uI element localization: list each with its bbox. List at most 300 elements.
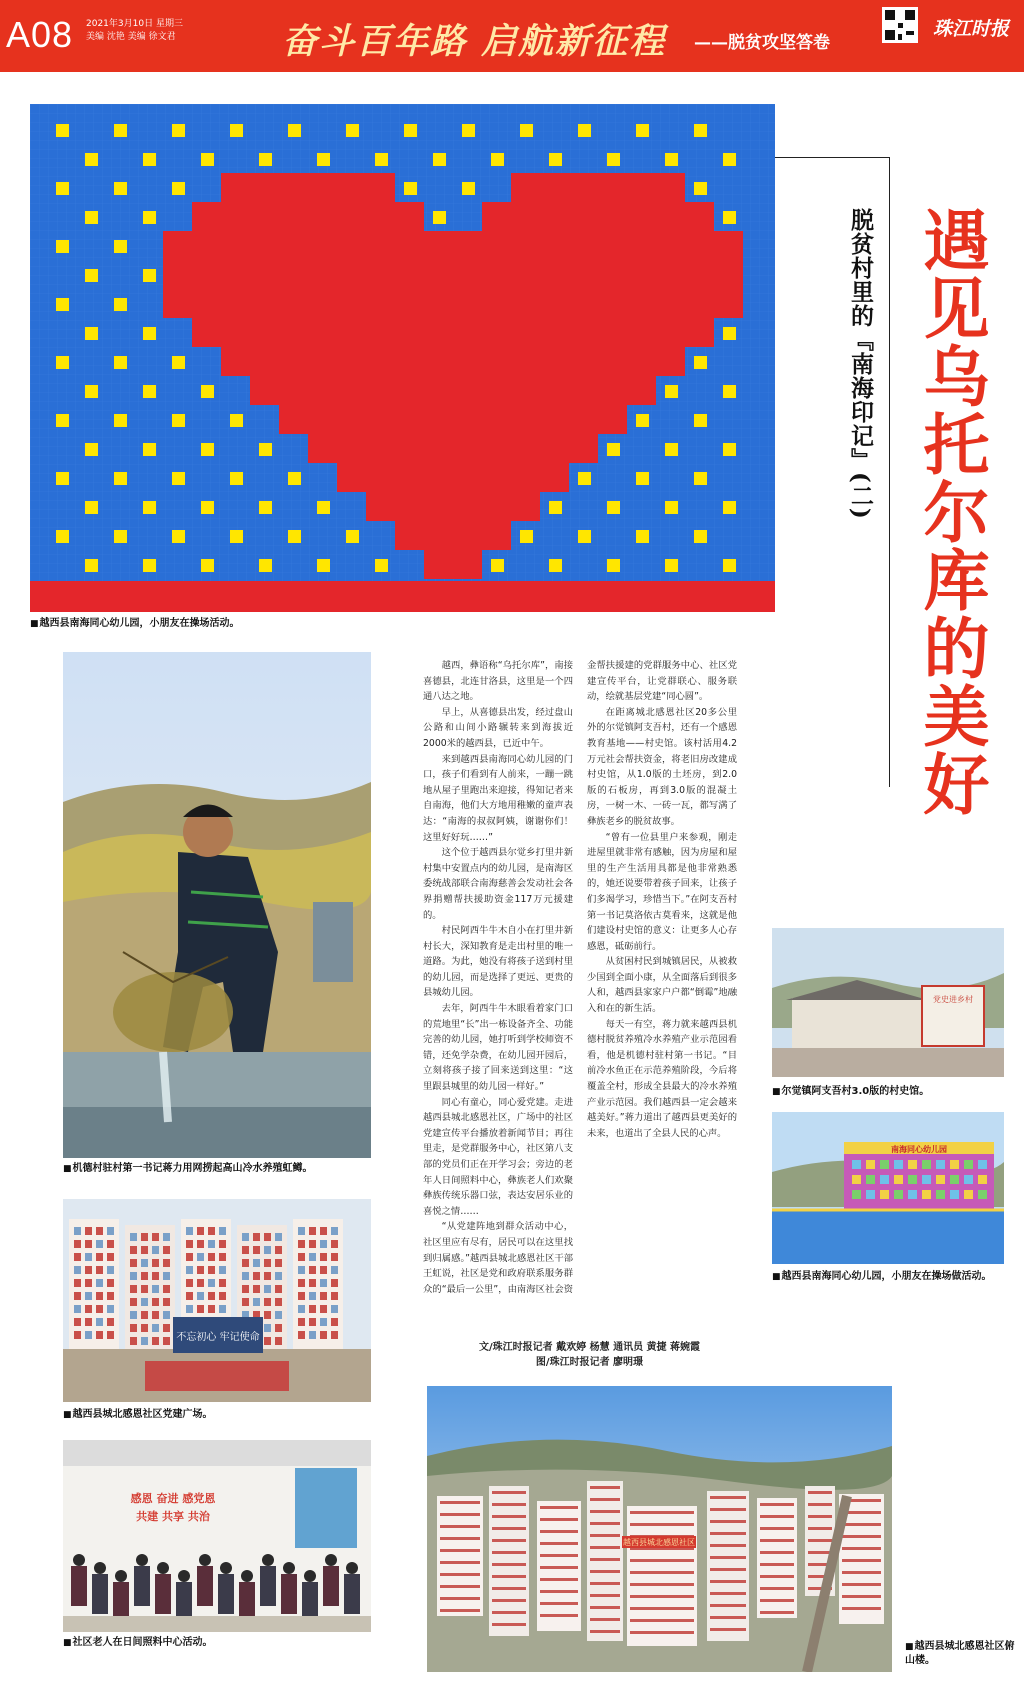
balcony-strip bbox=[590, 1546, 620, 1549]
heart-tile bbox=[366, 463, 395, 492]
balcony-strip bbox=[710, 1568, 746, 1571]
window bbox=[186, 1240, 193, 1248]
balcony-strip bbox=[842, 1583, 881, 1586]
heart-tile bbox=[598, 289, 627, 318]
yellow-tile bbox=[433, 211, 446, 224]
balcony-strip bbox=[710, 1604, 746, 1607]
yellow-tile bbox=[549, 559, 562, 572]
balcony-strip bbox=[590, 1618, 620, 1621]
heart-tile bbox=[569, 434, 598, 463]
window bbox=[264, 1259, 271, 1267]
window bbox=[320, 1305, 327, 1313]
window bbox=[253, 1272, 260, 1280]
window bbox=[331, 1240, 338, 1248]
yellow-tile bbox=[636, 530, 649, 543]
balcony-strip bbox=[630, 1595, 694, 1598]
yellow-tile bbox=[201, 443, 214, 456]
window bbox=[96, 1279, 103, 1287]
balcony-strip bbox=[630, 1559, 694, 1562]
heart-tile bbox=[714, 260, 743, 289]
balcony-strip bbox=[630, 1571, 694, 1574]
balcony-strip bbox=[440, 1609, 480, 1612]
yellow-tile bbox=[462, 182, 475, 195]
window bbox=[74, 1253, 81, 1261]
kg-window bbox=[852, 1190, 861, 1199]
kindergarten-sign: 南海同心幼儿园 bbox=[891, 1145, 947, 1154]
balcony-strip bbox=[492, 1575, 526, 1578]
window bbox=[107, 1292, 114, 1300]
yellow-tile bbox=[665, 443, 678, 456]
balcony-strip bbox=[760, 1563, 794, 1566]
balcony-strip bbox=[710, 1520, 746, 1523]
article-byline bbox=[427, 1340, 752, 1370]
yellow-tile bbox=[288, 124, 301, 137]
yellow-tile bbox=[723, 501, 736, 514]
balcony-strip bbox=[540, 1590, 578, 1593]
window bbox=[130, 1285, 137, 1293]
article-paragraph-7: 同心有童心，同心爱党建。走进越西县城北感恩社区，广场中的社区党建宣传平台播放着新闻节目；再往里走，是党群服务中心，社区第八支部的党员们正在开学习会；旁边的老年人日间照料中心，彝族老人们欢聚彝族传统乐器口弦，表达安居乐业的喜悦之情…… bbox=[423, 1096, 573, 1217]
heart-tile bbox=[453, 260, 482, 289]
window bbox=[74, 1279, 81, 1287]
heart-tile bbox=[279, 347, 308, 376]
yellow-tile bbox=[201, 559, 214, 572]
heart-tile bbox=[308, 260, 337, 289]
window bbox=[219, 1292, 226, 1300]
heart-tile bbox=[482, 260, 511, 289]
yellow-tile bbox=[143, 501, 156, 514]
window bbox=[320, 1279, 327, 1287]
kg-window bbox=[894, 1160, 903, 1169]
heart-tile bbox=[308, 318, 337, 347]
heart-tile bbox=[395, 492, 424, 521]
person-body bbox=[323, 1566, 339, 1606]
window bbox=[264, 1324, 271, 1332]
heart-tile bbox=[337, 202, 366, 231]
heart-tile bbox=[598, 173, 627, 202]
heart-tile bbox=[395, 463, 424, 492]
person-body bbox=[218, 1574, 234, 1614]
yellow-tile bbox=[114, 124, 127, 137]
balcony-strip bbox=[710, 1556, 746, 1559]
kg-window bbox=[964, 1175, 973, 1184]
balcony-strip bbox=[808, 1503, 832, 1506]
window bbox=[197, 1292, 204, 1300]
yellow-tile bbox=[259, 501, 272, 514]
window bbox=[107, 1279, 114, 1287]
window bbox=[320, 1292, 327, 1300]
elderly-caption: ■ 社区老人在日间照料中心活动。 bbox=[63, 1636, 213, 1650]
heart-tile bbox=[424, 289, 453, 318]
person-body bbox=[344, 1574, 360, 1614]
heart-tile bbox=[453, 231, 482, 260]
person-body bbox=[92, 1574, 108, 1614]
yellow-tile bbox=[143, 327, 156, 340]
yellow-tile bbox=[491, 559, 504, 572]
newspaper-logo: 珠江时报 bbox=[933, 18, 1010, 40]
window bbox=[152, 1246, 159, 1254]
heart-tile bbox=[482, 492, 511, 521]
article-paragraph-10: “曾有一位县里户来参观，刚走进屋里就非常有感触，因为房屋和屋里的生产生活用具都是他非常熟悉的，她还说要带着孩子回来，让孩子们多渴学习，珍惜当下。”在阿支吾村第一书记莫洛依古莫看来，这就是他们建设村史馆的意义：让更多人心存感恩，砥砺前行。 bbox=[587, 831, 737, 952]
heart-tile bbox=[569, 318, 598, 347]
yellow-tile bbox=[665, 385, 678, 398]
window bbox=[320, 1318, 327, 1326]
window bbox=[253, 1259, 260, 1267]
balcony-strip bbox=[630, 1607, 694, 1610]
window bbox=[242, 1259, 249, 1267]
window bbox=[298, 1240, 305, 1248]
heart-tile bbox=[337, 347, 366, 376]
heart-tile bbox=[453, 550, 482, 579]
heart-tile bbox=[540, 289, 569, 318]
heart-tile bbox=[308, 202, 337, 231]
window bbox=[264, 1246, 271, 1254]
yellow-tile bbox=[56, 472, 69, 485]
heart-tile bbox=[192, 289, 221, 318]
heart-tile bbox=[192, 202, 221, 231]
heart-tile bbox=[511, 231, 540, 260]
heart-tile bbox=[685, 318, 714, 347]
balcony-strip bbox=[440, 1501, 480, 1504]
window bbox=[130, 1233, 137, 1241]
heart-tile bbox=[714, 289, 743, 318]
kg-window bbox=[922, 1160, 931, 1169]
heart-tile bbox=[279, 289, 308, 318]
yellow-tile bbox=[694, 530, 707, 543]
elderly-wall-slogan-1: 感恩 奋进 感党恩 bbox=[130, 1492, 216, 1505]
yellow-tile bbox=[143, 443, 156, 456]
heart-tile bbox=[598, 347, 627, 376]
window bbox=[309, 1292, 316, 1300]
heart-tile bbox=[482, 202, 511, 231]
yellow-tile bbox=[56, 414, 69, 427]
kg-window bbox=[852, 1175, 861, 1184]
window bbox=[163, 1285, 170, 1293]
window bbox=[107, 1266, 114, 1274]
window bbox=[152, 1311, 159, 1319]
window bbox=[253, 1233, 260, 1241]
yellow-tile bbox=[694, 414, 707, 427]
heart-tile bbox=[656, 173, 685, 202]
balcony-strip bbox=[590, 1498, 620, 1501]
window bbox=[85, 1227, 92, 1235]
heart-tile bbox=[511, 463, 540, 492]
heart-tile bbox=[685, 231, 714, 260]
yellow-tile bbox=[172, 530, 185, 543]
balcony-strip bbox=[492, 1503, 526, 1506]
person-body bbox=[71, 1566, 87, 1606]
person-head bbox=[136, 1554, 148, 1566]
heart-tile bbox=[656, 289, 685, 318]
heart-tile bbox=[192, 231, 221, 260]
window bbox=[130, 1272, 137, 1280]
heart-tile bbox=[540, 463, 569, 492]
yellow-tile bbox=[85, 153, 98, 166]
window bbox=[152, 1324, 159, 1332]
heart-tile bbox=[250, 347, 279, 376]
window bbox=[309, 1279, 316, 1287]
window bbox=[298, 1253, 305, 1261]
photo-kindergarten bbox=[772, 1112, 1004, 1264]
balcony-strip bbox=[492, 1623, 526, 1626]
balcony-strip bbox=[440, 1597, 480, 1600]
person-head bbox=[283, 1562, 295, 1574]
heart-tile bbox=[395, 202, 424, 231]
heart-tile bbox=[482, 434, 511, 463]
heart-tile bbox=[337, 434, 366, 463]
window bbox=[74, 1318, 81, 1326]
heart-tile bbox=[482, 376, 511, 405]
kg-window bbox=[936, 1190, 945, 1199]
balcony-strip bbox=[842, 1607, 881, 1610]
heart-tile bbox=[453, 318, 482, 347]
heart-tile bbox=[366, 492, 395, 521]
yellow-tile bbox=[433, 153, 446, 166]
heart-tile bbox=[279, 173, 308, 202]
window bbox=[163, 1337, 170, 1345]
window bbox=[275, 1272, 282, 1280]
kg-window bbox=[908, 1190, 917, 1199]
window bbox=[141, 1272, 148, 1280]
heart-tile bbox=[366, 434, 395, 463]
window bbox=[186, 1253, 193, 1261]
balcony-strip bbox=[440, 1513, 480, 1516]
balcony-strip bbox=[440, 1549, 480, 1552]
window bbox=[163, 1298, 170, 1306]
window bbox=[197, 1279, 204, 1287]
yellow-tile bbox=[85, 559, 98, 572]
balcony-strip bbox=[540, 1566, 578, 1569]
person-head bbox=[199, 1554, 211, 1566]
window bbox=[264, 1285, 271, 1293]
heart-tile bbox=[569, 231, 598, 260]
yellow-tile bbox=[114, 182, 127, 195]
issue-meta bbox=[86, 18, 183, 44]
heart-tile bbox=[221, 260, 250, 289]
yellow-tile bbox=[520, 530, 533, 543]
window bbox=[96, 1305, 103, 1313]
window bbox=[141, 1311, 148, 1319]
photo-village-history-hall bbox=[772, 928, 1004, 1077]
window bbox=[197, 1305, 204, 1313]
heart-tile bbox=[250, 173, 279, 202]
window bbox=[141, 1324, 148, 1332]
person-head bbox=[220, 1562, 232, 1574]
balcony-strip bbox=[710, 1592, 746, 1595]
balcony-strip bbox=[630, 1631, 694, 1634]
person-body bbox=[134, 1566, 150, 1606]
yellow-tile bbox=[462, 124, 475, 137]
yellow-tile bbox=[56, 182, 69, 195]
yellow-tile bbox=[201, 153, 214, 166]
heart-tile bbox=[453, 376, 482, 405]
yellow-tile bbox=[143, 269, 156, 282]
window bbox=[197, 1227, 204, 1235]
heart-tile bbox=[424, 521, 453, 550]
yellow-tile bbox=[636, 414, 649, 427]
heart-tile bbox=[395, 347, 424, 376]
balcony-strip bbox=[630, 1583, 694, 1586]
balcony-strip bbox=[492, 1527, 526, 1530]
window bbox=[219, 1305, 226, 1313]
window bbox=[208, 1227, 215, 1235]
yellow-tile bbox=[346, 124, 359, 137]
yellow-tile bbox=[114, 414, 127, 427]
heart-tile bbox=[598, 405, 627, 434]
window bbox=[74, 1240, 81, 1248]
heart-tile bbox=[511, 260, 540, 289]
photo-aerial-community bbox=[427, 1386, 892, 1672]
window bbox=[96, 1292, 103, 1300]
yellow-tile bbox=[230, 414, 243, 427]
qr-code-icon[interactable] bbox=[882, 7, 918, 43]
heart-tile bbox=[511, 376, 540, 405]
yellow-tile bbox=[723, 443, 736, 456]
heart-tile bbox=[685, 289, 714, 318]
yellow-tile bbox=[172, 414, 185, 427]
heart-tile bbox=[482, 521, 511, 550]
balcony-strip bbox=[440, 1561, 480, 1564]
heart-tile bbox=[482, 463, 511, 492]
person-head bbox=[115, 1570, 127, 1582]
heart-tile bbox=[656, 202, 685, 231]
byline-photographer: 图/珠江时报记者 廖明璟 bbox=[535, 1357, 644, 1368]
heart-tile bbox=[424, 434, 453, 463]
window bbox=[163, 1259, 170, 1267]
yellow-tile bbox=[56, 298, 69, 311]
balcony-strip bbox=[842, 1571, 881, 1574]
article-paragraph-5: 村民阿西牛牛木自小在打里井新村长大，深知教育是走出村里的唯一道路。为此，她没有将孩子送到村里的幼儿园，而是选择了更远、更贵的县城幼儿园。 bbox=[423, 925, 573, 999]
balcony-strip bbox=[540, 1614, 578, 1617]
window bbox=[320, 1227, 327, 1235]
heart-tile bbox=[511, 318, 540, 347]
window bbox=[130, 1298, 137, 1306]
heart-tile bbox=[540, 318, 569, 347]
window bbox=[208, 1292, 215, 1300]
window bbox=[331, 1331, 338, 1339]
yellow-tile bbox=[317, 153, 330, 166]
article-paragraph-12: 每天一有空，蒋力就来越西县机德村脱贫养殖冷水养殖产业示范园看看，他是机德村驻村第一书记。“目前冷水鱼正在示范养殖阶段，今后将覆盖全村，形成全县最大的冷水养殖产业示范园。我们越西县一定会越来越美好。”蒋力道出了越西县更美好的未来，也道出了全县人民的心声。 bbox=[587, 1018, 737, 1139]
person-head bbox=[304, 1570, 316, 1582]
window bbox=[163, 1246, 170, 1254]
yellow-tile bbox=[723, 385, 736, 398]
yellow-tile bbox=[56, 240, 69, 253]
yellow-tile bbox=[56, 356, 69, 369]
balcony-strip bbox=[760, 1551, 794, 1554]
column-name: ——脱贫攻坚答卷 bbox=[694, 33, 830, 53]
page-number: A08 bbox=[6, 14, 74, 55]
article-paragraph-9: 在距离城北感恩社区20多公里外的尔觉镇阿支吾村，还有一个感恩教育基地——村史馆。该村活用4.2万元社会帮扶资金，将老旧房改建成村史馆，从1.0版的土坯房，到2.0版的石板房，再到3.0版的混凝土房，一树一木、一砖一瓦，都写满了彝族老乡的脱贫故事。 bbox=[587, 706, 737, 827]
kg-window bbox=[978, 1160, 987, 1169]
kg-window bbox=[866, 1175, 875, 1184]
heart-tile bbox=[424, 376, 453, 405]
yellow-tile bbox=[723, 327, 736, 340]
kindergarten-caption: ■ 越西县南海同心幼儿园，小朋友在操场做活动。 bbox=[772, 1270, 992, 1284]
window bbox=[96, 1331, 103, 1339]
heart-tile bbox=[308, 231, 337, 260]
issue-editors: 美编 沈艳 美编 徐文君 bbox=[86, 32, 176, 42]
kg-window bbox=[964, 1160, 973, 1169]
heart-tile bbox=[540, 260, 569, 289]
window bbox=[331, 1292, 338, 1300]
heart-tile bbox=[598, 231, 627, 260]
yellow-tile bbox=[172, 182, 185, 195]
window bbox=[309, 1318, 316, 1326]
heart-tile bbox=[453, 492, 482, 521]
window bbox=[130, 1259, 137, 1267]
window bbox=[152, 1259, 159, 1267]
heart-tile bbox=[540, 347, 569, 376]
window bbox=[275, 1311, 282, 1319]
heart-tile bbox=[337, 173, 366, 202]
balcony-strip bbox=[760, 1527, 794, 1530]
heart-tile bbox=[424, 405, 453, 434]
yellow-tile bbox=[201, 385, 214, 398]
window bbox=[107, 1240, 114, 1248]
heart-tile bbox=[424, 347, 453, 376]
balcony-strip bbox=[492, 1587, 526, 1590]
article-paragraph-1: 越西，彝语称“乌托尔库”，南接喜德县，北连甘洛县，这里是一个四通八达之地。 bbox=[423, 660, 573, 703]
window bbox=[208, 1305, 215, 1313]
person-head bbox=[73, 1554, 85, 1566]
window bbox=[186, 1305, 193, 1313]
heart-tile bbox=[337, 318, 366, 347]
window bbox=[331, 1279, 338, 1287]
article-paragraph-3: 来到越西县南海同心幼儿园的门口，孩子们看到有人前来，一蹦一跳地从屋子里跑出来迎接，得知记者来自南海，他们大方地用稚嫩的童声表达：“南海的叔叔阿姨，谢谢你们！这里好好玩……” bbox=[423, 753, 573, 843]
window bbox=[253, 1298, 260, 1306]
heart-tile bbox=[569, 202, 598, 231]
window bbox=[264, 1272, 271, 1280]
heart-tile bbox=[366, 289, 395, 318]
yellow-tile bbox=[201, 501, 214, 514]
balcony-strip bbox=[590, 1534, 620, 1537]
kg-window bbox=[880, 1160, 889, 1169]
heart-tile bbox=[424, 260, 453, 289]
heart-tile bbox=[453, 434, 482, 463]
window bbox=[320, 1331, 327, 1339]
window bbox=[309, 1331, 316, 1339]
balcony-strip bbox=[630, 1523, 694, 1526]
heart-tile bbox=[540, 173, 569, 202]
heart-tile bbox=[569, 173, 598, 202]
window bbox=[74, 1266, 81, 1274]
heart-tile bbox=[627, 202, 656, 231]
yellow-tile bbox=[56, 124, 69, 137]
heart-tile bbox=[424, 463, 453, 492]
yellow-tile bbox=[259, 443, 272, 456]
yellow-tile bbox=[230, 124, 243, 137]
heart-tile bbox=[656, 231, 685, 260]
heart-tile bbox=[192, 318, 221, 347]
heart-tile bbox=[453, 347, 482, 376]
heart-tile bbox=[540, 231, 569, 260]
photo-fishing-secretary bbox=[63, 652, 371, 1158]
yellow-tile bbox=[723, 153, 736, 166]
heart-tile bbox=[221, 173, 250, 202]
heart-tile bbox=[395, 260, 424, 289]
balcony-strip bbox=[842, 1595, 881, 1598]
window bbox=[253, 1246, 260, 1254]
balcony-strip bbox=[590, 1486, 620, 1489]
kg-window bbox=[950, 1160, 959, 1169]
window bbox=[320, 1240, 327, 1248]
window bbox=[163, 1272, 170, 1280]
person-head bbox=[157, 1562, 169, 1574]
window bbox=[331, 1253, 338, 1261]
window bbox=[130, 1246, 137, 1254]
balcony-strip bbox=[808, 1515, 832, 1518]
window bbox=[85, 1331, 92, 1339]
window bbox=[275, 1233, 282, 1241]
